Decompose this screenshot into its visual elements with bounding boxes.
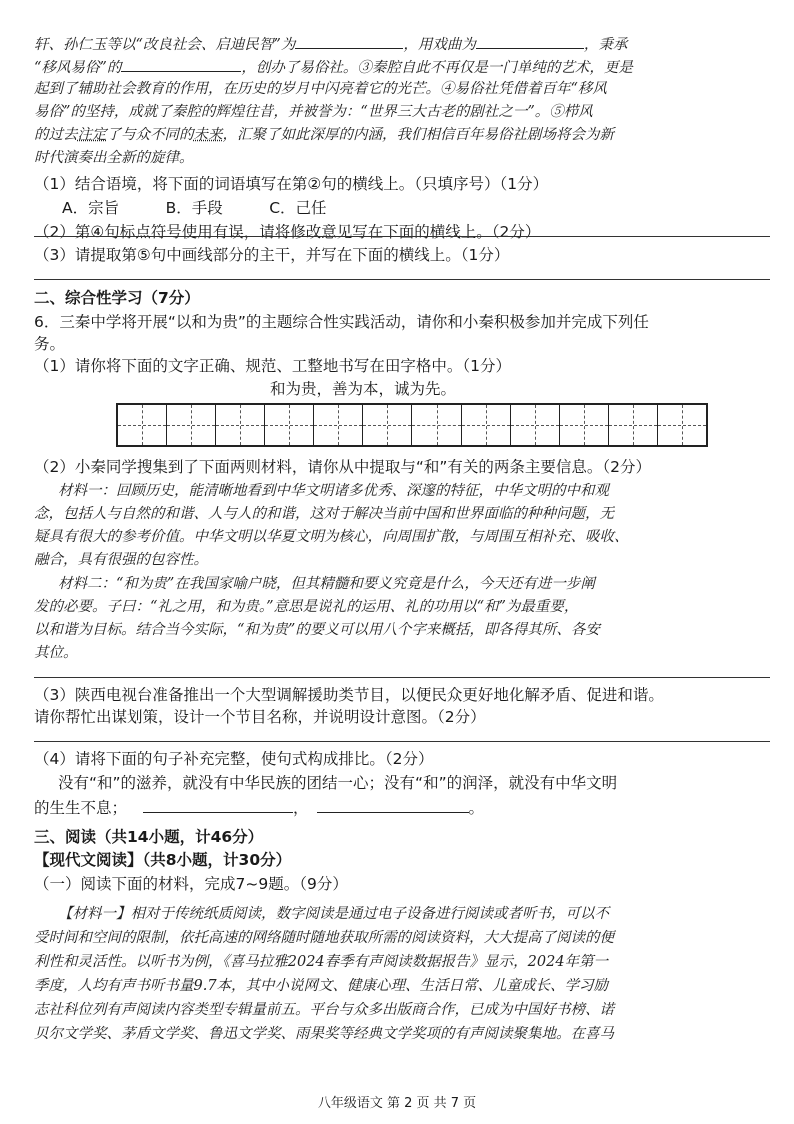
passage-text: “移风易俗”的 [34, 60, 122, 76]
answer-line[interactable] [34, 279, 770, 280]
reading-line: 【材料一】相对于传统纸质阅读，数字阅读是通过电子设备进行阅读或者听书，可以不 [58, 906, 609, 922]
passage-line-6: 时代演奏出全新的旋律。 [34, 150, 194, 166]
passage-line-1 [34, 32, 627, 54]
passage-text: 的过去 [34, 127, 78, 143]
grid-cell[interactable] [511, 405, 560, 445]
passage-line-2 [34, 55, 633, 77]
sentence-text: ， [293, 799, 309, 817]
question-6-4-sentence-cont [34, 796, 484, 818]
question-6-4-stem: （4）请将下面的句子补充完整，使句式构成排比。（2分） [34, 750, 434, 768]
question-6-1-stem: （1）请你将下面的文字正确、规范、工整地书写在田字格中。（1分） [34, 357, 511, 375]
copy-text: 和为贵，善为本，诚为先。 [270, 380, 457, 398]
grid-cell[interactable] [560, 405, 609, 445]
question-6-intro: 6．三秦中学将开展“以和为贵”的主题综合性实践活动，请你和小秦积极参加并完成下列任 [34, 313, 649, 331]
answer-blank[interactable] [295, 32, 403, 49]
material-1-line: 疑具有很大的参考价值。中华文明以华夏文明为核心，向周围扩散，与周围互相补充、吸收、 [34, 529, 629, 545]
passage-text: ，创办了易俗社。③秦腔自此不再仅是一门单纯的艺术，更是 [241, 60, 633, 76]
reading-part-1-title: （一）阅读下面的材料，完成7~9题。（9分） [34, 875, 348, 893]
question-6-2-stem: （2）小秦同学搜集到了下面两则材料，请你从中提取与“和”有关的两条主要信息。（2分） [34, 458, 652, 476]
passage-line-4: 易俗”的坚持，成就了秦腔的辉煌往昔，并被誉为：“世界三大古老的剧社之一”。⑤栉风 [34, 104, 593, 120]
passage-text: 轩、孙仁玉等以“改良社会、启迪民智”为 [34, 37, 296, 53]
reading-line: 贝尔文学奖、茅盾文学奖、鲁迅文学奖、雨果奖等经典文学奖项的有声阅读聚集地。在喜马 [34, 1026, 614, 1042]
reading-line: 受时间和空间的限制，依托高速的网络随时随地获取所需的阅读资料，大大提高了阅读的便 [34, 930, 614, 946]
passage-text: ，用戏曲为 [403, 37, 476, 53]
material-2-line: 以和谐为目标。结合当今实际，“和为贵”的要义可以用八个字来概括，即各得其所、各安 [34, 622, 600, 638]
grid-cell[interactable] [167, 405, 216, 445]
grid-cell[interactable] [363, 405, 412, 445]
sentence-text: 。 [468, 799, 485, 817]
answer-line[interactable] [34, 677, 770, 678]
underlined-text: 未来 [193, 127, 223, 143]
passage-text: ，秉承 [583, 37, 628, 53]
section-2-title: 二、综合性学习（7分） [34, 289, 200, 307]
reading-line: 季度，人均有声书听书量9.7本，其中小说网文、健康心理、生活日常、儿童成长、学习励 [34, 978, 609, 994]
answer-line[interactable] [34, 236, 770, 237]
section-3-title: 三、阅读（共14小题，计46分） [34, 828, 264, 846]
answer-blank[interactable] [121, 55, 241, 72]
grid-cell[interactable] [658, 405, 706, 445]
grid-cell[interactable] [265, 405, 314, 445]
sentence-text: 的生生不息； [34, 799, 128, 817]
answer-blank[interactable] [143, 796, 293, 813]
question-1-options: A．宗旨 B．手段 C．己任 [62, 199, 327, 217]
section-3-subtitle: 【现代文阅读】（共8小题，计30分） [34, 851, 292, 869]
answer-blank[interactable] [317, 796, 469, 813]
passage-text: 了与众不同的 [106, 127, 194, 143]
answer-line[interactable] [34, 741, 770, 742]
material-1-line: 材料一：回顾历史，能清晰地看到中华文明诸多优秀、深邃的特征，中华文明的中和观 [58, 483, 609, 499]
reading-line: 利性和灵活性。以听书为例，《喜马拉雅2024春季有声阅读数据报告》显示，2024年第一 [34, 954, 609, 970]
page-footer: 八年级语文 第 2 页 共 7 页 [317, 1096, 477, 1111]
question-6-3-stem: （3）陕西电视台准备推出一个大型调解援助类节目，以便民众更好地化解矛盾、促进和谐。 [34, 686, 664, 704]
question-3-stem: （3）请提取第⑤句中画线部分的主干，并写在下面的横线上。（1分） [34, 246, 510, 264]
grid-cell[interactable] [118, 405, 167, 445]
passage-line-3: 起到了辅助社会教育的作用，在历史的岁月中闪亮着它的光芒。④易俗社凭借着百年“移风 [34, 81, 607, 97]
material-1-line: 融合，具有很强的包容性。 [34, 552, 208, 568]
grid-cell[interactable] [412, 405, 461, 445]
grid-cell[interactable] [314, 405, 363, 445]
underlined-text: 注定 [77, 127, 107, 143]
grid-cell[interactable] [462, 405, 511, 445]
grid-cell[interactable] [609, 405, 658, 445]
passage-text: ，汇聚了如此深厚的内涵，我们相信百年易俗社剧场将会为新 [222, 127, 614, 143]
grid-cell[interactable] [216, 405, 265, 445]
question-6-3-stem-cont: 请你帮忙出谋划策，设计一个节目名称，并说明设计意图。（2分） [34, 708, 486, 726]
passage-line-5 [34, 124, 614, 146]
reading-line: 志社科位列有声阅读内容类型专辑量前五。平台与众多出版商合作，已成为中国好书榜、诺 [34, 1002, 614, 1018]
material-1-line: 念，包括人与自然的和谐、人与人的和谐，这对于解决当前中国和世界面临的种种问题，无 [34, 506, 614, 522]
material-2-line: 其位。 [34, 645, 78, 661]
tianzige-grid[interactable] [116, 403, 708, 447]
material-2-line: 发的必要。子曰：“礼之用，和为贵。”意思是说礼的运用、礼的功用以“和”为最重要， [34, 599, 579, 615]
material-2-line: 材料二：“和为贵”在我国家喻户晓，但其精髓和要义究竟是什么，今天还有进一步阐 [58, 576, 595, 592]
question-6-4-sentence: 没有“和”的滋养，就没有中华民族的团结一心；没有“和”的润泽，就没有中华文明 [58, 774, 618, 792]
question-1-stem: （1）结合语境，将下面的词语填写在第②句的横线上。（只填序号）（1分） [34, 175, 549, 193]
question-6-intro-cont: 务。 [34, 335, 66, 353]
question-2-stem: （2）第④句标点符号使用有误，请将修改意见写在下面的横线上。（2分） [34, 223, 541, 241]
answer-blank[interactable] [476, 32, 584, 49]
